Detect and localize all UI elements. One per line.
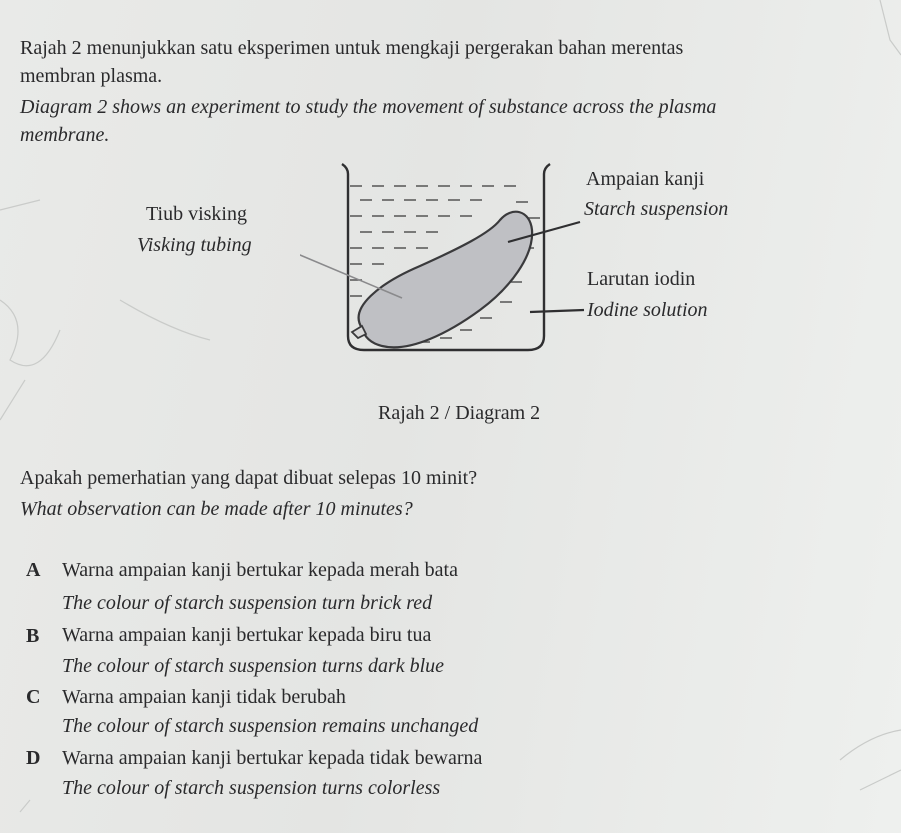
label-ampaian-kanji: Ampaian kanji [586,168,705,190]
leader-iodine-solution [530,310,584,312]
label-starch-suspension: Starch suspension [584,198,729,220]
option-c-letter: C [26,686,41,708]
diagram-caption: Rajah 2 / Diagram 2 [378,402,541,424]
option-c-ms: Warna ampaian kanji tidak berubah [62,686,346,708]
option-d-en: The colour of starch suspension turns colorless [62,777,441,799]
option-b-en: The colour of starch suspension turns dark blue [62,655,445,677]
option-d-ms: Warna ampaian kanji bertukar kepada tidak bewarna [62,747,483,769]
beaker-diagram [300,158,600,358]
option-a-letter: A [26,559,41,581]
option-b-letter: B [26,625,40,647]
option-a-ms: Warna ampaian kanji bertukar kepada merah bata [62,559,458,581]
intro-en-line1: Diagram 2 shows an experiment to study the movement of substance across the plasma [20,96,717,118]
label-larutan-iodin: Larutan iodin [587,268,696,290]
label-visking-tubing: Visking tubing [137,234,252,256]
label-tiub-visking: Tiub visking [146,203,247,225]
option-c-en: The colour of starch suspension remains unchanged [62,715,479,737]
option-a-en: The colour of starch suspension turn brick red [62,592,433,614]
tubing-knot [352,326,366,338]
option-b-ms: Warna ampaian kanji bertukar kepada biru tua [62,624,432,646]
intro-ms-line1: Rajah 2 menunjukkan satu eksperimen untuk mengkaji pergerakan bahan merentas [20,37,684,59]
question-en: What observation can be made after 10 minutes? [20,498,413,520]
option-d-letter: D [26,747,41,769]
question-ms: Apakah pemerhatian yang dapat dibuat selepas 10 minit? [20,467,478,489]
intro-en-line2: membrane. [20,124,110,146]
label-iodine-solution: Iodine solution [587,299,708,321]
intro-ms-line2: membran plasma. [20,65,163,87]
